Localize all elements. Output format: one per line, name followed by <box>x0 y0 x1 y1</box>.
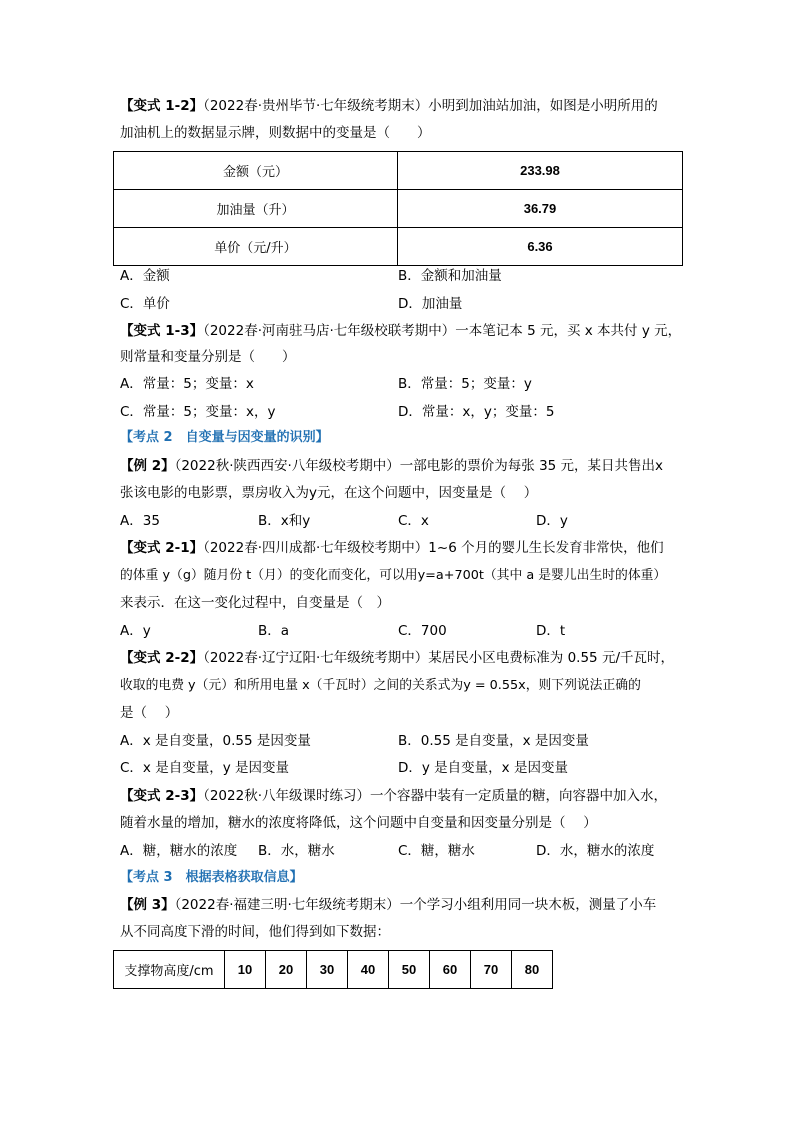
q22-option-c: C．x 是自变量，y 是因变量 <box>120 760 289 776</box>
q12-text1: 小明到加油站加油，如图是小明所用的 <box>428 98 658 114</box>
ex2-tag: 【例 2】 <box>120 458 175 474</box>
ex2-source: （2022秋·陕西西安·八年级校考期中） <box>174 458 400 474</box>
q21-text2: 的体重 y（g）随月份 t（月）的变化而变化，可以用y=a+700t（其中 a 是婴儿出生时的体重） <box>120 568 667 583</box>
table-cell-value: 36.79 <box>398 190 683 228</box>
q23-option-c: C．糖，糖水 <box>398 843 475 859</box>
table-cell-value: 233.98 <box>398 152 683 190</box>
ex2-text2: 张该电影的电影票，票房收入为y元，在这个问题中，因变量是（ ） <box>120 485 538 501</box>
table-cell: 40 <box>348 951 389 989</box>
q22-option-b: B．0.55 是自变量，x 是因变量 <box>398 733 589 749</box>
ex3-text2: 从不同高度下滑的时间，他们得到如下数据： <box>120 924 390 940</box>
table-cell: 20 <box>266 951 307 989</box>
q23-option-d: D．水，糖水的浓度 <box>536 843 655 859</box>
q21-option-a: A．y <box>120 623 151 639</box>
q13-text2: 则常量和变量分别是（ ） <box>120 349 296 365</box>
q22-tag: 【变式 2-2】 <box>120 650 204 666</box>
table-cell-label: 加油量（升） <box>114 190 398 228</box>
q13-tag: 【变式 1-3】 <box>120 323 204 339</box>
q21-text1: 1~6 个月的婴儿生长发育非常快，他们 <box>428 540 664 556</box>
q13-text1: 一本笔记本 5 元，买 x 本共付 y 元， <box>455 323 682 339</box>
q23-tag: 【变式 2-3】 <box>120 788 204 804</box>
ex3-text1: 一个学习小组利用同一块木板，测量了小车 <box>399 897 657 913</box>
q22-source: （2022春·辽宁辽阳·七年级统考期中） <box>203 650 429 666</box>
q22-option-d: D．y 是自变量，x 是因变量 <box>398 760 568 776</box>
table-row <box>114 951 553 989</box>
q23-source: （2022秋·八年级课时练习） <box>203 788 370 804</box>
ex2-option-a: A．35 <box>120 513 160 529</box>
q21-option-b: B．a <box>258 623 290 639</box>
q21-text3: 来表示．在这一变化过程中，自变量是（ ） <box>120 595 390 611</box>
ex3-source: （2022春·福建三明·七年级统考期末） <box>174 897 400 913</box>
q13-option-d: D．常量：x，y；变量：5 <box>398 404 555 420</box>
q21-source: （2022春·四川成都·七年级校考期中） <box>203 540 429 556</box>
table-row <box>114 228 683 266</box>
ex2-line1 <box>120 456 663 476</box>
table-row <box>114 190 683 228</box>
q22-text1: 某居民小区电费标准为 0.55 元/千瓦时， <box>428 650 674 666</box>
q12-source: （2022春·贵州毕节·七年级统考期末） <box>203 98 429 114</box>
table-cell-value: 6.36 <box>398 228 683 266</box>
q12-text2: 加油机上的数据显示牌，则数据中的变量是（ ） <box>120 125 431 141</box>
table-cell: 70 <box>471 951 512 989</box>
ex2-text1: 一部电影的票价为每张 35 元，某日共售出x <box>399 458 664 474</box>
q12-option-d: D．加油量 <box>398 296 463 312</box>
table-cell-label: 单价（元/升） <box>114 228 398 266</box>
q13-line1 <box>120 321 681 341</box>
ex2-option-c: C．x <box>398 513 429 529</box>
q12-option-a: A．金额 <box>120 268 170 284</box>
q12-option-b: B．金额和加油量 <box>398 268 502 284</box>
q12-tag: 【变式 1-2】 <box>120 98 204 114</box>
q22-option-a: A．x 是自变量，0.55 是因变量 <box>120 733 311 749</box>
table-row <box>114 152 683 190</box>
q22-text3: 是（ ） <box>120 705 179 721</box>
q21-line1 <box>120 538 664 558</box>
ex2-option-d: D．y <box>536 513 568 529</box>
section-heading-kp3: 【考点 3 根据表格获取信息】 <box>120 870 303 885</box>
q23-option-b: B．水，糖水 <box>258 843 335 859</box>
q22-text2: 收取的电费 y（元）和所用电量 x（千瓦时）之间的关系式为y = 0.55x，则下列说法正确的 <box>120 678 641 693</box>
q21-tag: 【变式 2-1】 <box>120 540 204 556</box>
ex3-line1 <box>120 895 656 915</box>
table-cell: 10 <box>225 951 266 989</box>
q23-text1: 一个容器中装有一定质量的糖，向容器中加入水， <box>370 788 667 804</box>
q23-line1 <box>120 786 667 806</box>
q21-option-d: D．t <box>536 623 566 639</box>
q21-option-c: C．700 <box>398 623 447 639</box>
table-cell-label: 金额（元） <box>114 152 398 190</box>
q12-line1 <box>120 96 658 116</box>
q23-option-a: A．糖，糖水的浓度 <box>120 843 238 859</box>
ex3-tag: 【例 3】 <box>120 897 175 913</box>
table-cell: 80 <box>512 951 553 989</box>
q13-option-b: B．常量：5；变量：y <box>398 376 532 392</box>
q23-text2: 随着水量的增加，糖水的浓度将降低，这个问题中自变量和因变量分别是（ ） <box>120 815 597 831</box>
q13-source: （2022春·河南驻马店·七年级校联考期中） <box>203 323 456 339</box>
table-header-cell: 支撑物高度/cm <box>114 951 225 989</box>
q22-line1 <box>120 648 674 668</box>
fuel-display-table <box>113 151 683 266</box>
q13-option-a: A．常量：5；变量：x <box>120 376 254 392</box>
height-data-table <box>113 950 553 989</box>
table-cell: 30 <box>307 951 348 989</box>
section-heading-kp2: 【考点 2 自变量与因变量的识别】 <box>120 430 329 445</box>
q13-option-c: C．常量：5；变量：x，y <box>120 404 276 420</box>
table-cell: 50 <box>389 951 430 989</box>
q12-option-c: C．单价 <box>120 296 170 312</box>
table-cell: 60 <box>430 951 471 989</box>
ex2-option-b: B．x和y <box>258 513 311 529</box>
